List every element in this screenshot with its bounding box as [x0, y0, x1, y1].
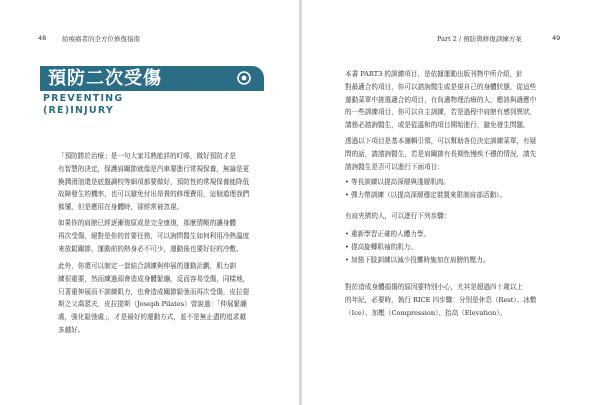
text-line: 故障發生的機率，也可以避免付出昂貴的修理費用，這個道理我們	[58, 190, 250, 199]
text-line: 透過以下項目是基本邏輯引領，可以幫助各位決定訓練菜單，有疑	[345, 137, 537, 145]
text-line: 如果你的肩膀已經逐漸復原或是完全康復，那麼情帳的讓身體	[58, 219, 237, 227]
text-line: 「預防勝於治療」是一句大家耳熟能詳的叮嚀，做好預防才是	[58, 152, 237, 160]
list-item: • 等長訓練以提高深層與淺層肌肉。	[345, 176, 506, 189]
left-paragraph-2	[58, 217, 249, 255]
section-title: 預防二次受傷	[48, 68, 162, 89]
list-item: • 加強下肢訓練以減少投擲時施加在肩膀的壓力。	[345, 254, 489, 267]
section-subtitle-line1: PREVENTING	[43, 93, 124, 104]
left-paragraph-3	[58, 260, 249, 337]
right-page-number: 49	[552, 34, 561, 42]
text-line: 只著重伸展而不訓練肌力，也會造成關節鬆弛而再次受傷，皮拉提	[58, 287, 250, 296]
left-page-number: 48	[38, 34, 47, 42]
text-line: 運動菜單中挑選適合的項目，有負適物理治療的人，應該與適應中	[345, 95, 537, 104]
text-line: 的年紀，必要時，執行 RICE 四步驟：分別是休息（Rest）、冰敷	[345, 295, 537, 304]
text-line: 再次受傷，絕對是你的首要任務，可以詢問醫生如何利用冷熱溫度	[58, 231, 250, 240]
text-line: 本書 PART3 的訓練項目，是依據運動出版刊物中所介紹，針	[345, 70, 523, 78]
list-item: • 重新學習正確的人體力學。	[345, 228, 489, 241]
right-bullet-list-2	[345, 228, 489, 266]
book-gutter	[299, 0, 302, 405]
text-line: 此外，你還可以制定一套結合訓練與伸展的運動計劃，肌力訓	[58, 262, 237, 270]
target-circle-icon	[237, 71, 251, 85]
right-paragraph-1	[345, 68, 536, 132]
right-paragraph-4	[345, 281, 536, 319]
text-line: 斯之父喬瑟夫．皮拉提斯（Joseph Pilates）曾說過：「伸展緊繃	[58, 300, 247, 309]
section-title-banner	[40, 66, 264, 91]
text-line: 對最適合的項目，你可以諮詢醫生或是視自己的身體狀態，從這些	[345, 82, 537, 91]
text-line: 來放鬆關節，運動前的熱身必不可少，運動後也要好好的冷敷。	[58, 244, 243, 253]
text-line: 處，強化鬆弛處」，才是最好的運動方式，並不是無止盡的追求越	[58, 313, 246, 322]
text-line: 的一些訓練項目，你可以自主訓練，若是過程中肩膀有感到異狀，	[345, 108, 537, 117]
text-line: 都懂，但是應用在身體時，卻經常被忽視。	[58, 203, 184, 212]
right-paragraph-2	[345, 135, 536, 173]
text-line: （Ice）、加壓（Compression）、抬高（Elevation）。	[345, 308, 507, 317]
text-line: 問的話，請諮詢醫生，若是肩關節有長期性慢疾不穩的情況，請先	[345, 149, 537, 158]
text-line: 有智慧的決定，保護肩關節就像是汽車要進行常規保養，無論是更	[58, 164, 250, 173]
text-line: 請務必諮詢醫生，或是從溫和的項目開始進行，避免發生問題。	[345, 121, 530, 130]
list-item: • 彈力帶訓練（以提高深層穩定裝置來限制肩部活動）。	[345, 189, 506, 202]
text-line: 多越好。	[58, 325, 85, 334]
right-running-title: Part 2 / 預防與修復訓練方案	[437, 35, 522, 43]
right-paragraph-3	[345, 210, 451, 223]
text-line: 諮詢醫生是否可以進行下面項目：	[345, 162, 444, 171]
text-line: 對於造成身體損傷的原因要特別小心，尤其是超過四十歲以上	[345, 283, 524, 291]
section-subtitle-line2: (RE)INJURY	[43, 105, 114, 116]
right-bullet-list-1	[345, 176, 506, 202]
left-running-title: 給痠痛者的全方位修復指南	[62, 35, 140, 43]
text-line: 換潤滑油還是底盤調校等細項都要做好，預防性的常規保養能降低	[58, 177, 250, 186]
left-paragraph-1	[58, 150, 249, 214]
text-line: 有肩夾擠的人，可以進行下列步驟：	[345, 212, 451, 220]
list-item: • 提高旋轉肌袖的肌力。	[345, 241, 489, 254]
text-line: 練很重要，然而練過頭會造成身體緊繃，反而容易受傷，同樣地，	[58, 274, 250, 283]
